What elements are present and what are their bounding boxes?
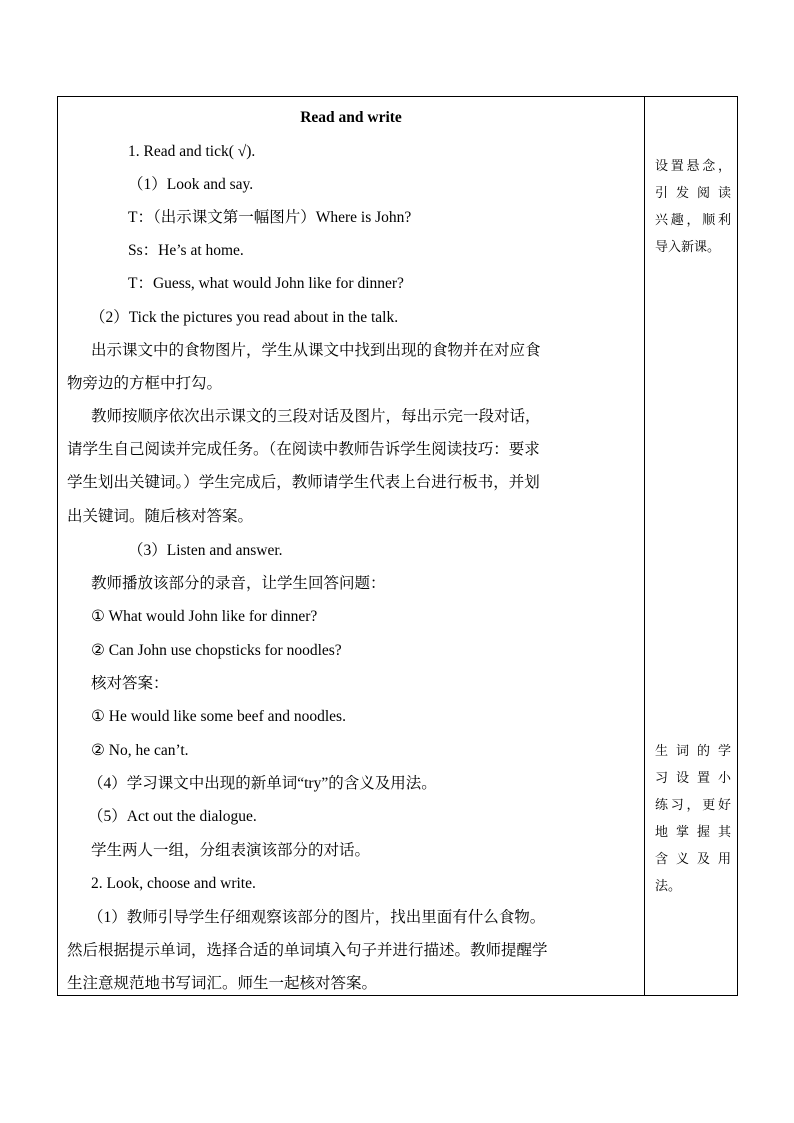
note-line: 引发阅读 <box>655 186 731 201</box>
text-line: 出关键词。随后核对答案。 <box>67 508 254 525</box>
note-line: 法。 <box>655 879 682 894</box>
text-line: （1）教师引导学生仔细观察该部分的图片，找出里面有什么食物。 <box>88 909 546 926</box>
note-line: 设置悬念， <box>655 159 731 174</box>
design-notes-column <box>645 97 737 995</box>
text-line: 请学生自己阅读并完成任务。（在阅读中教师告诉学生阅读技巧：要求 <box>67 441 540 458</box>
text-line: 核对答案： <box>91 675 169 692</box>
text-line: 学生划出关键词。）学生完成后，教师请学生代表上台进行板书，并划 <box>67 474 540 491</box>
design-note <box>655 738 731 900</box>
note-line: 导入新课。 <box>655 240 721 255</box>
text-line: ② Can John use chopsticks for noodles? <box>91 642 342 659</box>
note-line: 含义及用 <box>655 852 731 867</box>
note-line: 兴趣，顺利 <box>655 213 731 228</box>
text-line: ① He would like some beef and noodles. <box>91 708 346 725</box>
text-line: （4）学习课文中出现的新单词“try”的含义及用法。 <box>88 775 437 792</box>
text-line: 教师播放该部分的录音，让学生回答问题： <box>91 575 386 592</box>
text-line: 1. Read and tick( √). <box>128 143 256 160</box>
text-line: 学生两人一组，分组表演该部分的对话。 <box>91 842 371 859</box>
text-line: ② No, he can’t. <box>91 742 189 759</box>
section-title: Read and write <box>300 109 402 126</box>
text-line: 2. Look, choose and write. <box>91 875 256 892</box>
design-note <box>655 153 731 261</box>
note-line: 习设置小 <box>655 771 731 786</box>
text-line: ① What would John like for dinner? <box>91 608 318 625</box>
text-line: （2）Tick the pictures you read about in the talk. <box>90 309 399 326</box>
text-line: Ss：He’s at home. <box>128 242 244 259</box>
text-line: 然后根据提示单词，选择合适的单词填入句子并进行描述。教师提醒学 <box>67 942 548 959</box>
note-line: 生词的学 <box>655 744 731 759</box>
main-content-column <box>58 97 644 995</box>
text-line: T：Guess, what would John like for dinner? <box>128 275 404 292</box>
text-line: 教师按顺序依次出示课文的三段对话及图片，每出示完一段对话， <box>91 408 541 425</box>
note-line: 练习，更好 <box>655 798 731 813</box>
text-line: T：（出示课文第一幅图片）Where is John? <box>128 209 412 226</box>
text-line: （3）Listen and answer. <box>128 542 283 559</box>
text-line: 出示课文中的食物图片，学生从课文中找到出现的食物并在对应食 <box>91 342 541 359</box>
text-line: （5）Act out the dialogue. <box>88 808 257 825</box>
text-line: 物旁边的方框中打勾。 <box>67 375 223 392</box>
lesson-table <box>57 96 738 996</box>
text-line: （1）Look and say. <box>128 176 254 193</box>
note-line: 地掌握其 <box>655 825 731 840</box>
text-line: 生注意规范地书写词汇。师生一起核对答案。 <box>67 975 378 992</box>
